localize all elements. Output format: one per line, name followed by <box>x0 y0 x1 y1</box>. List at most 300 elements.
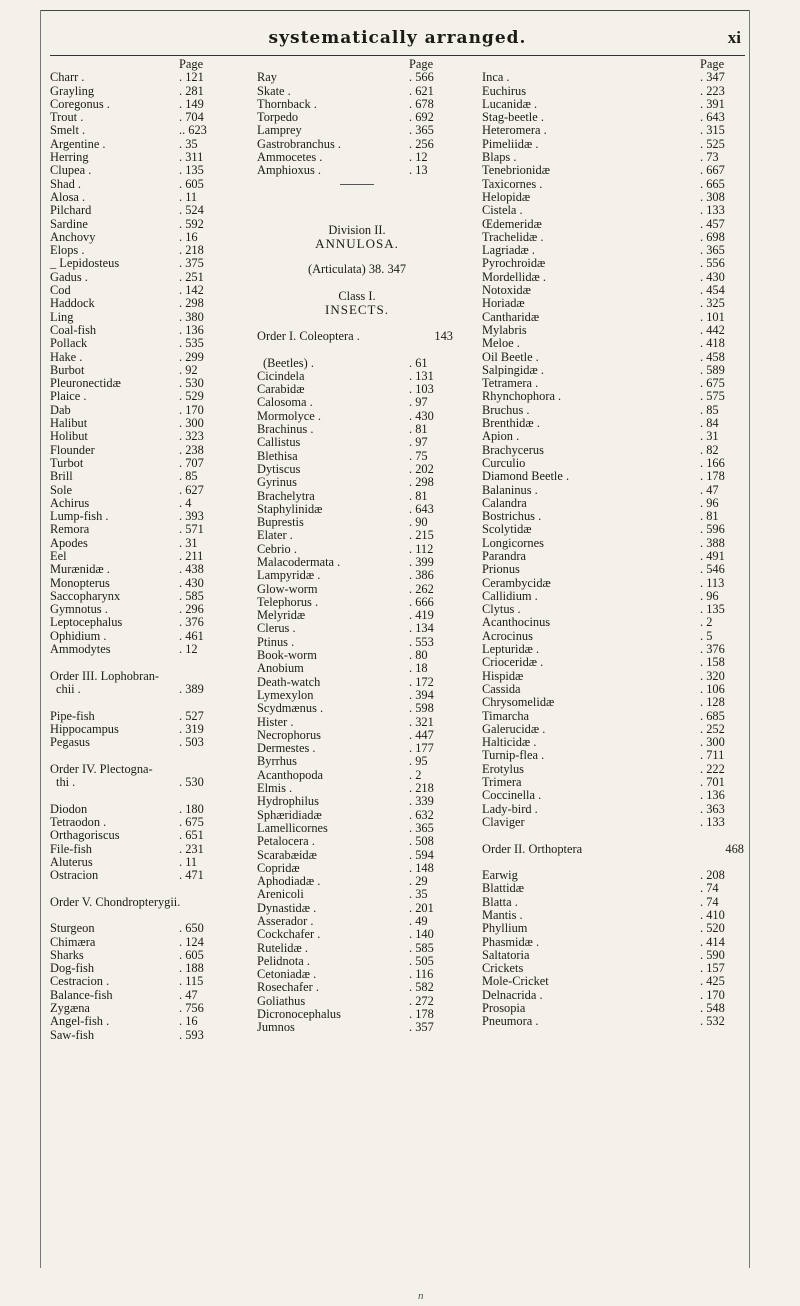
entry-page: . 666 <box>409 594 434 609</box>
entry-name: Dab <box>50 402 71 417</box>
entry-name: Goliathus <box>257 993 306 1008</box>
entry-page: . 321 <box>409 714 434 729</box>
entry-page: . 311 <box>179 150 204 165</box>
entry-name: Cetoniadæ . <box>257 967 317 982</box>
blank-line <box>50 656 227 669</box>
entry-name: Dicronocephalus <box>257 1007 341 1022</box>
entry-page: . 592 <box>179 216 204 231</box>
entry-name: Elmis . <box>257 781 293 796</box>
entry-page: . 178 <box>409 1007 434 1022</box>
index-entry <box>257 862 457 875</box>
entry-name: Hispidæ <box>482 668 524 683</box>
index-entry <box>50 231 227 244</box>
index-entry <box>257 85 457 98</box>
entry-page: Page <box>409 57 434 71</box>
entry-page: . 85 <box>700 402 719 417</box>
entry-name: Coccinella . <box>482 788 542 803</box>
entry-page: . 707 <box>179 455 204 470</box>
index-entry <box>482 550 748 563</box>
index-entry <box>482 457 748 470</box>
entry-page: . 252 <box>700 721 725 736</box>
entry-name: Sturgeon <box>50 921 95 936</box>
index-entry <box>50 550 227 563</box>
entry-page: 143 <box>434 328 453 343</box>
entry-page: . 553 <box>409 634 434 649</box>
entry-page: . 208 <box>700 868 725 883</box>
entry-page: . 222 <box>700 761 725 776</box>
entry-page: . 128 <box>700 695 725 710</box>
entry-name: Saccopharynx <box>50 588 121 603</box>
entry-page: . 298 <box>179 296 204 311</box>
index-entry <box>50 710 227 723</box>
entry-name: Smelt . <box>50 123 86 138</box>
entry-page: . 218 <box>409 781 434 796</box>
entry-page: . 148 <box>409 860 434 875</box>
entry-name: Pegasus <box>50 735 90 750</box>
index-entry <box>257 795 457 808</box>
entry-name: Halticidæ . <box>482 735 537 750</box>
index-entry <box>482 271 748 284</box>
index-entry <box>257 111 457 124</box>
entry-name: Shad . <box>50 176 81 191</box>
index-entry <box>50 989 227 1002</box>
section-separator <box>257 184 457 197</box>
index-entry <box>482 683 748 696</box>
index-entry <box>482 218 748 231</box>
entry-page: . 503 <box>179 735 204 750</box>
entry-page: . 375 <box>179 256 204 271</box>
entry-name: Helopidæ <box>482 189 531 204</box>
entry-page: . 281 <box>179 83 204 98</box>
entry-name: Hydrophilus <box>257 794 319 809</box>
entry-page: . 365 <box>700 243 725 258</box>
entry-page: . 101 <box>700 309 725 324</box>
entry-name: Meloe . <box>482 336 520 351</box>
index-entry <box>257 662 457 675</box>
entry-page: . 296 <box>179 602 204 617</box>
entry-name: Argentine . <box>50 136 106 151</box>
blank-line <box>257 210 457 223</box>
entry-page: . 95 <box>409 754 428 769</box>
entry-name: Hippocampus <box>50 721 119 736</box>
entry-name: Sharks <box>50 947 84 962</box>
entry-name: Lagriadæ . <box>482 243 535 258</box>
entry-name: Ptinus . <box>257 634 295 649</box>
entry-name: Bostrichus . <box>482 509 542 524</box>
entry-name: Rhynchophora . <box>482 389 562 404</box>
index-entry <box>482 749 748 762</box>
entry-page: . 388 <box>700 535 725 550</box>
blank-line <box>257 250 457 263</box>
entry-page: . 75 <box>409 448 428 463</box>
entry-page: . 81 <box>409 488 428 503</box>
entry-name: Torpedo <box>257 110 299 125</box>
entry-page: .. 623 <box>179 123 207 138</box>
index-entry <box>257 436 457 449</box>
index-entry <box>50 843 227 856</box>
index-entry <box>50 151 227 164</box>
entry-name: Halibut <box>50 416 88 431</box>
entry-name: Order IV. Plectogna- <box>50 761 153 776</box>
index-entry <box>482 843 748 856</box>
entry-name: Mordellidæ . <box>482 269 547 284</box>
entry-page: . 300 <box>700 735 725 750</box>
entry-name: Rutelidæ . <box>257 940 308 955</box>
entry-page: . 35 <box>179 136 198 151</box>
entry-name: Apion . <box>482 429 520 444</box>
entry-page: . 5 <box>700 628 713 643</box>
entry-name: Burbot <box>50 362 85 377</box>
index-entry <box>257 383 457 396</box>
entry-page: . 530 <box>179 376 204 391</box>
entry-page: . 598 <box>409 701 434 716</box>
index-entry <box>257 769 457 782</box>
index-entry <box>257 649 457 662</box>
entry-name: Scydmænus . <box>257 701 324 716</box>
index-entry <box>50 856 227 869</box>
entry-page: . 96 <box>700 588 719 603</box>
index-entry <box>50 936 227 949</box>
entry-name: Clerus . <box>257 621 296 636</box>
entry-page: . 73 <box>700 150 719 165</box>
entry-page: . 458 <box>700 349 725 364</box>
entry-page: . 81 <box>700 509 719 524</box>
entry-name: Taxicornes . <box>482 176 543 191</box>
entry-name: Clytus . <box>482 602 521 617</box>
index-entry <box>257 622 457 635</box>
entry-page: . 149 <box>179 96 204 111</box>
entry-page: . 172 <box>409 674 434 689</box>
entry-name: Pipe-fish <box>50 708 95 723</box>
entry-page: . 701 <box>700 775 725 790</box>
entry-page: . 103 <box>409 382 434 397</box>
entry-page: . 158 <box>700 655 725 670</box>
entry-name: Pleuronectidæ <box>50 376 121 391</box>
entry-page: . 16 <box>179 229 198 244</box>
entry-name: Remora <box>50 522 90 537</box>
entry-page: . 529 <box>179 389 204 404</box>
entry-page: . 74 <box>700 894 719 909</box>
entry-page: . 325 <box>700 296 725 311</box>
entry-name: Thornback . <box>257 96 317 111</box>
entry-name: Angel-fish . <box>50 1014 110 1029</box>
entry-name: Ammocetes . <box>257 150 323 165</box>
entry-page: . 135 <box>700 602 725 617</box>
index-entry <box>482 297 748 310</box>
entry-page: . 339 <box>409 794 434 809</box>
entry-page: . 692 <box>409 110 434 125</box>
entry-name: Claviger <box>482 814 525 829</box>
entry-page: . 665 <box>700 176 725 191</box>
index-entry <box>50 311 227 324</box>
running-header <box>50 28 745 54</box>
index-entry <box>50 616 227 629</box>
entry-page: . 704 <box>179 110 204 125</box>
entry-page: . 643 <box>409 501 434 516</box>
entry-name: Mole-Cricket <box>482 974 549 989</box>
entry-name: Melyridæ <box>257 608 306 623</box>
entry-page: . 11 <box>179 189 198 204</box>
entry-page: . 643 <box>700 110 725 125</box>
index-entry <box>257 822 457 835</box>
entry-page: . 698 <box>700 229 725 244</box>
entry-name: Lepturidæ . <box>482 642 540 657</box>
index-entry <box>50 204 227 217</box>
entry-name: Erotylus <box>482 761 524 776</box>
entry-page: . 380 <box>179 309 204 324</box>
entry-page: . 756 <box>179 1001 204 1016</box>
index-entry <box>482 71 748 84</box>
index-entry <box>50 1029 227 1042</box>
index-entry <box>257 1021 457 1034</box>
entry-page: . 711 <box>700 748 725 763</box>
index-entry <box>482 1015 748 1028</box>
right-rule <box>749 10 750 1268</box>
entry-name: Calandra <box>482 495 527 510</box>
index-entry <box>482 430 748 443</box>
entry-page: . 131 <box>409 368 434 383</box>
index-entry <box>482 470 748 483</box>
entry-name: Blaps . <box>482 150 517 165</box>
entry-page: . 4 <box>179 495 192 510</box>
entry-page: . 180 <box>179 801 204 816</box>
index-entry <box>482 244 748 257</box>
index-entry <box>482 563 748 576</box>
entry-name: Dynastidæ . <box>257 900 317 915</box>
entry-page: . 96 <box>700 495 719 510</box>
index-entry <box>257 556 457 569</box>
entry-page: . 532 <box>700 1014 725 1029</box>
entry-name: Cockchafer . <box>257 927 321 942</box>
entry-name: Aluterus <box>50 854 93 869</box>
index-entry <box>482 896 748 909</box>
index-entry <box>257 995 457 1008</box>
entry-name: Grayling <box>50 83 95 98</box>
entry-name: Heteromera . <box>482 123 547 138</box>
entry-page: . 47 <box>700 482 719 497</box>
entry-name: Carabidæ <box>257 382 305 397</box>
entry-page: . 112 <box>409 541 434 556</box>
entry-page: . 632 <box>409 807 434 822</box>
entry-page: . 457 <box>700 216 725 231</box>
entry-page: . 548 <box>700 1001 725 1016</box>
entry-name: Lump-fish . <box>50 509 109 524</box>
entry-name: Balaninus . <box>482 482 538 497</box>
entry-name: Diamond Beetle . <box>482 469 570 484</box>
index-entry <box>50 803 227 816</box>
index-entry <box>482 444 748 457</box>
signature-mark: n <box>418 1290 424 1302</box>
entry-name: Timarcha <box>482 708 530 723</box>
entry-page: . 115 <box>179 974 204 989</box>
blank-line <box>257 277 457 290</box>
entry-name: Gyrinus <box>257 475 297 490</box>
entry-page: . 442 <box>700 322 725 337</box>
header-rule <box>50 55 745 56</box>
running-title: systematically arranged. <box>268 28 527 48</box>
index-entry <box>482 484 748 497</box>
entry-page: . 47 <box>179 987 198 1002</box>
section-heading <box>257 263 457 276</box>
index-entry <box>50 975 227 988</box>
entry-name: Dermestes . <box>257 741 316 756</box>
entry-page: . 585 <box>179 588 204 603</box>
blank-line <box>482 829 748 842</box>
entry-page: . 298 <box>409 475 434 490</box>
index-entry <box>257 423 457 436</box>
index-entry <box>50 351 227 364</box>
index-entry <box>50 1002 227 1015</box>
entry-name: Callidium . <box>482 588 538 603</box>
index-entry <box>482 404 748 417</box>
entry-page: Page <box>179 57 204 71</box>
entry-name: Elater . <box>257 528 293 543</box>
entry-page: . 386 <box>409 568 434 583</box>
entry-page: . 140 <box>409 927 434 942</box>
index-entry <box>257 596 457 609</box>
index-entry <box>50 484 227 497</box>
entry-page: . 2 <box>700 615 713 630</box>
index-entry <box>50 577 227 590</box>
index-entry <box>482 231 748 244</box>
entry-name: Callistus <box>257 435 301 450</box>
index-entry <box>257 583 457 596</box>
index-entry <box>50 816 227 829</box>
index-entry <box>482 590 748 603</box>
index-entry <box>257 981 457 994</box>
index-entry <box>257 702 457 715</box>
index-entry <box>257 138 457 151</box>
index-entry <box>257 503 457 516</box>
entry-page: . 566 <box>409 70 434 85</box>
entry-name: Scarabæidæ <box>257 847 317 862</box>
entry-page: . 556 <box>700 256 725 271</box>
entry-page: . 84 <box>700 416 719 431</box>
section-heading <box>257 237 457 250</box>
index-entry <box>50 643 227 656</box>
entry-name: Ostracion <box>50 868 99 883</box>
entry-page: . 61 <box>409 355 428 370</box>
entry-name: Pilchard <box>50 203 92 218</box>
index-entry <box>257 915 457 928</box>
entry-name: Crioceridæ . <box>482 655 544 670</box>
index-entry <box>482 124 748 137</box>
entry-name: Dog-fish <box>50 961 95 976</box>
entry-page: . 438 <box>179 562 204 577</box>
entry-name: Murænidæ . <box>50 562 110 577</box>
entry-page: . 13 <box>409 163 428 178</box>
index-entry <box>482 377 748 390</box>
index-entry <box>257 463 457 476</box>
entry-name: Mylabris <box>482 322 527 337</box>
entry-name: Balance-fish <box>50 987 113 1002</box>
index-entry <box>482 85 748 98</box>
section-heading <box>257 290 457 303</box>
entry-name: Petalocera . <box>257 834 315 849</box>
index-entry <box>50 417 227 430</box>
index-entry <box>50 869 227 882</box>
entry-name: Copridæ <box>257 860 300 875</box>
entry-name: Mormolyce . <box>257 408 322 423</box>
entry-page: . 142 <box>179 283 204 298</box>
index-entry <box>50 630 227 643</box>
index-entry <box>257 609 457 622</box>
index-entry <box>482 337 748 350</box>
entry-name: Pelidnota . <box>257 953 310 968</box>
index-entry <box>50 470 227 483</box>
entry-name: Curculio <box>482 455 526 470</box>
entry-page: . 391 <box>700 96 725 111</box>
entry-name: Chimæra <box>50 934 96 949</box>
entry-page: . 527 <box>179 708 204 723</box>
index-entry <box>257 968 457 981</box>
entry-page: . 31 <box>179 535 198 550</box>
entry-name: Blethisa <box>257 448 298 463</box>
entry-name: Tenebrionidæ <box>482 163 550 178</box>
index-entry <box>50 98 227 111</box>
entry-page: . 12 <box>179 642 198 657</box>
index-entry <box>257 370 457 383</box>
entry-name: Horiadæ <box>482 296 525 311</box>
entry-page: . 231 <box>179 841 204 856</box>
index-entry <box>50 1015 227 1028</box>
entry-page: . 11 <box>179 854 198 869</box>
entry-name: Cod <box>50 283 71 298</box>
index-entry <box>257 543 457 556</box>
index-entry <box>50 603 227 616</box>
index-entry <box>50 537 227 550</box>
entry-name: Brachycerus <box>482 442 544 457</box>
entry-name: Monopterus <box>50 575 110 590</box>
index-entry <box>482 138 748 151</box>
index-entry <box>50 776 227 789</box>
index-entry <box>482 656 748 669</box>
index-entry <box>50 444 227 457</box>
entry-name: Stag-beetle . <box>482 110 544 125</box>
entry-page: . 82 <box>700 442 719 457</box>
entry-page: . 430 <box>700 269 725 284</box>
separator-bar <box>340 184 374 185</box>
entry-name: Glow-worm <box>257 581 318 596</box>
index-entry <box>257 849 457 862</box>
entry-name: Pyrochroidæ <box>482 256 546 271</box>
index-column-1 <box>50 58 227 1042</box>
entry-name: Mantis . <box>482 908 523 922</box>
entry-page: . 323 <box>179 429 204 444</box>
entry-name: Lampyridæ . <box>257 568 321 583</box>
entry-page: . 593 <box>179 1027 204 1042</box>
entry-name: Diodon <box>50 801 88 816</box>
index-entry <box>50 497 227 510</box>
entry-page: . 319 <box>179 721 204 736</box>
index-entry <box>50 164 227 177</box>
entry-page: . 74 <box>700 881 719 896</box>
section-heading-text: ANNULOSA. <box>315 235 399 251</box>
entry-name: Orthagoriscus <box>50 828 120 843</box>
index-entry <box>482 510 748 523</box>
order-heading <box>50 763 227 776</box>
entry-name: Zygæna <box>50 1001 90 1016</box>
entry-page: . 425 <box>700 974 725 989</box>
index-entry <box>482 164 748 177</box>
entry-name: Achirus <box>50 495 90 510</box>
index-column-3 <box>482 58 748 1029</box>
entry-page: . 650 <box>179 921 204 936</box>
entry-name: Brachelytra <box>257 488 315 503</box>
entry-page: . 121 <box>179 70 204 85</box>
index-entry <box>482 390 748 403</box>
index-entry <box>257 755 457 768</box>
